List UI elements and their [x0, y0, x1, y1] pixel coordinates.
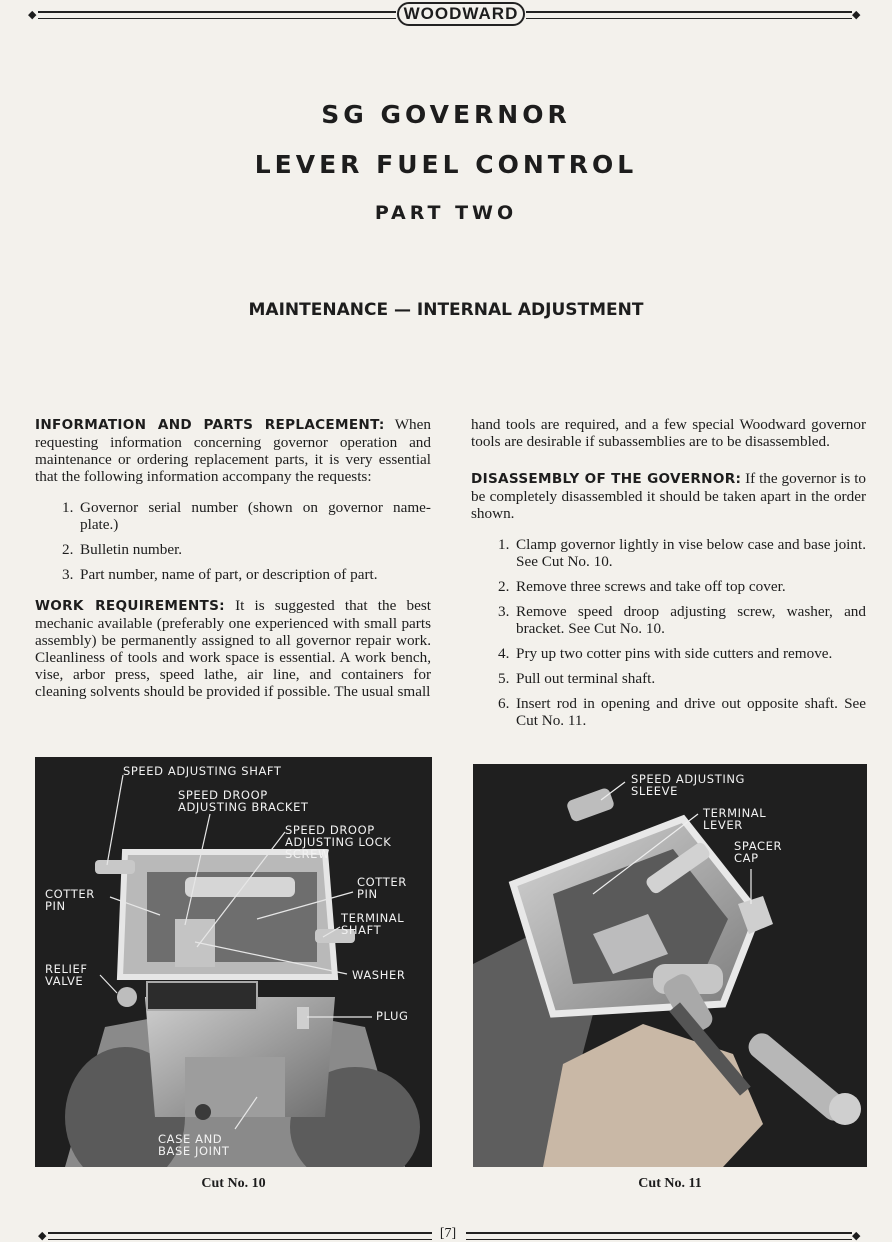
list-item [35, 499, 431, 533]
label-speed-droop-bracket: SPEED DROOP ADJUSTING BRACKET [178, 788, 309, 814]
list-item [471, 695, 866, 729]
governor-illustration [35, 757, 432, 1167]
label-terminal-lever: TERMINAL LEVER [703, 806, 767, 832]
label-relief-valve: RELIEF VALVE [45, 962, 88, 988]
info-paragraph [35, 416, 431, 485]
page-subtitle: LEVER FUEL CONTROL [254, 150, 638, 179]
right-column [471, 416, 866, 743]
ornament-icon: ◆ [38, 1229, 47, 1242]
list-item [471, 603, 866, 637]
disassembly-text: If the governor is to be completely disassembled it should be taken apart in the order shown. [471, 470, 867, 522]
disassembly-heading: DISASSEMBLY OF THE GOVERNOR: [471, 471, 742, 487]
label-cotter-pin-left: COTTER PIN [45, 887, 95, 913]
list-number: 1. [62, 499, 74, 516]
footer-rule-right [466, 1232, 852, 1240]
label-plug: PLUG [376, 1009, 409, 1023]
list-text: Pry up two cotter pins with side cutters and remove. [516, 645, 833, 662]
list-number: 4. [498, 645, 510, 662]
page-part: PART TWO [374, 202, 518, 224]
label-cotter-pin-right: COTTER PIN [357, 875, 407, 901]
list-number: 1. [498, 536, 510, 553]
list-number: 2. [498, 578, 510, 595]
list-item [35, 566, 431, 583]
page-title: SG GOVERNOR [321, 100, 571, 129]
work-paragraph [35, 597, 431, 700]
disassembly-paragraph [471, 470, 866, 522]
steps-list [471, 536, 866, 729]
list-number: 2. [62, 541, 74, 558]
list-number: 3. [62, 566, 74, 583]
info-heading: INFORMATION AND PARTS REPLACEMENT: [35, 417, 385, 433]
info-text: When requesting information concerning governor operation and maintenance or ordering replacement parts, it is very essential that the following information accompany the requests: [35, 416, 431, 485]
work-heading: WORK REQUIREMENTS: [35, 598, 225, 614]
brand-logo: WOODWARD [397, 2, 525, 26]
label-speed-droop-lock-screw: SPEED DROOP ADJUSTING LOCK SCREW [285, 823, 392, 861]
label-terminal-shaft: TERMINAL SHAFT [341, 911, 405, 937]
footer-rule-left [48, 1232, 432, 1240]
label-speed-adjusting-sleeve: SPEED ADJUSTING SLEEVE [631, 772, 746, 798]
info-list [35, 499, 431, 583]
caption-cut-10: Cut No. 10 [201, 1176, 266, 1191]
label-washer: WASHER [352, 968, 406, 982]
left-column [35, 416, 431, 714]
list-number: 6. [498, 695, 510, 712]
page-number: [7] [439, 1226, 457, 1241]
section-title: MAINTENANCE — INTERNAL ADJUSTMENT [248, 300, 644, 320]
list-text: Governor serial number (shown on governor name-plate.) [80, 499, 431, 533]
list-text: Insert rod in opening and drive out opposite shaft. See Cut No. 11. [516, 695, 866, 729]
list-text: Bulletin number. [80, 541, 183, 558]
list-text: Remove three screws and take off top cover. [516, 578, 786, 595]
caption-cut-11: Cut No. 11 [638, 1176, 702, 1191]
governor-photo-cut-10 [35, 757, 432, 1167]
list-text: Clamp governor lightly in vise below case and base joint. See Cut No. 10. [516, 536, 866, 570]
header-rule-right [526, 11, 852, 19]
header-rule-left [38, 11, 396, 19]
label-spacer-cap: SPACER CAP [734, 839, 783, 865]
list-number: 5. [498, 670, 510, 687]
governor-photo-cut-11 [473, 764, 867, 1167]
list-item [471, 670, 866, 687]
ornament-icon: ◆ [852, 1229, 861, 1242]
list-number: 3. [498, 603, 510, 620]
work-text: It is suggested that the best mechanic available (preferably one experienced with small parts assembly) be permanently assigned to all governor repair work. Cleanliness of tools and work space is essential. A work bench, vise, arbor press, speed lathe, air line, and containers for cleaning solvents should be provided if possible. The usual small [35, 597, 431, 700]
list-item [471, 645, 866, 662]
label-case-base-joint: CASE AND BASE JOINT [158, 1132, 230, 1158]
ornament-icon: ◆ [28, 8, 37, 21]
ornament-icon: ◆ [852, 8, 861, 21]
disassembly-illustration [473, 764, 867, 1167]
list-text: Part number, name of part, or description of part. [80, 566, 378, 583]
label-speed-adjusting-shaft: SPEED ADJUSTING SHAFT [123, 764, 282, 778]
list-item [471, 578, 866, 595]
list-item [35, 541, 431, 558]
list-text: Pull out terminal shaft. [516, 670, 656, 687]
list-item [471, 536, 866, 570]
list-text: Remove speed droop adjusting screw, washer, and bracket. See Cut No. 10. [516, 603, 866, 637]
continuation-paragraph: hand tools are required, and a few special Woodward governor tools are desirable if subassemblies are to be disassembled. [471, 416, 866, 450]
